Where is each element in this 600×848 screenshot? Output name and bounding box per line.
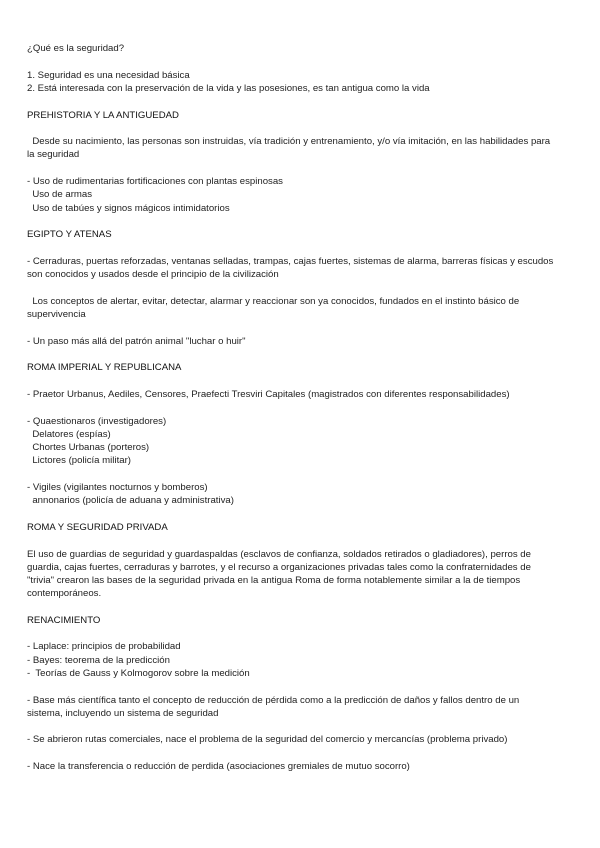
- section-heading: ROMA IMPERIAL Y REPUBLICANA: [27, 362, 182, 374]
- paragraph-line: - Bayes: teorema de la predicción: [27, 654, 170, 666]
- section-heading: PREHISTORIA Y LA ANTIGUEDAD: [27, 109, 179, 121]
- section-paragraph: [27, 135, 575, 161]
- paragraph-line: supervivencia: [27, 308, 86, 320]
- section-paragraph: [27, 548, 575, 601]
- paragraph-line: - Un paso más allá del patrón animal "luchar o huir": [27, 335, 246, 347]
- paragraph-line: - Cerraduras, puertas reforzadas, ventanas selladas, trampas, cajas fuertes, sistemas de alarma, barreras físicas y escudos: [27, 255, 554, 267]
- paragraph-line: Delatores (espías): [27, 428, 111, 440]
- section-paragraph: [27, 733, 575, 746]
- paragraph-line: Uso de armas: [27, 189, 93, 201]
- paragraph-line: Uso de tabúes y signos mágicos intimidatorios: [27, 202, 230, 214]
- paragraph-line: - Praetor Urbanus, Aediles, Censores, Praefecti Tresviri Capitales (magistrados con diferentes responsabilidades): [27, 389, 510, 400]
- document-title: ¿Qué es la seguridad?: [27, 43, 125, 54]
- paragraph-line: - Base más científica tanto el concepto de reducción de pérdida como a la predicción de daños y fallos dentro de un: [27, 694, 520, 706]
- section-paragraph: [27, 481, 575, 507]
- paragraph-line: contemporáneos.: [27, 588, 102, 600]
- paragraph-line: sistema, incluyendo un sistema de seguridad: [27, 707, 219, 719]
- paragraph-line: - Se abrieron rutas comerciales, nace el problema de la seguridad del comercio y mercancías (problema privado): [27, 734, 508, 746]
- paragraph-line: guardia, cajas fuertes, cerraduras y barrotes, y el recurso a organizaciones privadas tales como la confraternidades de: [27, 561, 531, 573]
- paragraph-line: - Quaestionaros (investigadores): [27, 415, 167, 427]
- document-title-block: [27, 42, 575, 55]
- document-page: [27, 42, 575, 787]
- section-paragraph: [27, 640, 575, 680]
- paragraph-line: Lictores (policía militar): [27, 455, 131, 467]
- section-heading: EGIPTO Y ATENAS: [27, 229, 112, 241]
- section-heading: ROMA Y SEGURIDAD PRIVADA: [27, 521, 168, 533]
- section-paragraph: [27, 388, 575, 401]
- section-paragraph: [27, 295, 575, 321]
- intro-list: [27, 69, 575, 95]
- paragraph-line: "trivia" crearon las bases de la seguridad privada en la antigua Roma de forma notablemente similar a la de tiempos: [27, 574, 521, 586]
- section-paragraph: [27, 175, 575, 215]
- sections-container: [27, 109, 575, 774]
- paragraph-line: son conocidos y usados desde el principio de la civilización: [27, 269, 279, 281]
- intro-item: 1. Seguridad es una necesidad básica: [27, 69, 190, 81]
- section-heading: RENACIMIENTO: [27, 614, 101, 626]
- paragraph-line: Desde su nacimiento, las personas son instruidas, vía tradición y entrenamiento, y/o vía imitación, en las habilidades para: [27, 136, 551, 148]
- paragraph-line: Chortes Urbanas (porteros): [27, 442, 150, 454]
- paragraph-line: annonarios (policía de aduana y administrativa): [27, 495, 234, 507]
- section-paragraph: [27, 415, 575, 468]
- paragraph-line: - Vigiles (vigilantes nocturnos y bomberos): [27, 481, 208, 493]
- paragraph-line: - Nace la transferencia o reducción de perdida (asociaciones gremiales de mutuo socorro): [27, 761, 410, 773]
- paragraph-line: Los conceptos de alertar, evitar, detectar, alarmar y reaccionar son ya conocidos, fundados en el instinto básico de: [27, 295, 520, 307]
- paragraph-line: El uso de guardias de seguridad y guardaspaldas (esclavos de confianza, soldados retirados o gladiadores), perros de: [27, 548, 531, 560]
- section-paragraph: [27, 760, 575, 773]
- section-paragraph: [27, 694, 575, 720]
- section-paragraph: [27, 335, 575, 348]
- section-paragraph: [27, 255, 575, 281]
- paragraph-line: - Uso de rudimentarias fortificaciones con plantas espinosas: [27, 176, 283, 188]
- paragraph-line: - Teorías de Gauss y Kolmogorov sobre la medición: [27, 667, 250, 679]
- intro-item: 2. Está interesada con la preservación de la vida y las posesiones, es tan antigua como la vida: [27, 82, 430, 94]
- paragraph-line: - Laplace: principios de probabilidad: [27, 641, 181, 653]
- paragraph-line: la seguridad: [27, 149, 80, 161]
